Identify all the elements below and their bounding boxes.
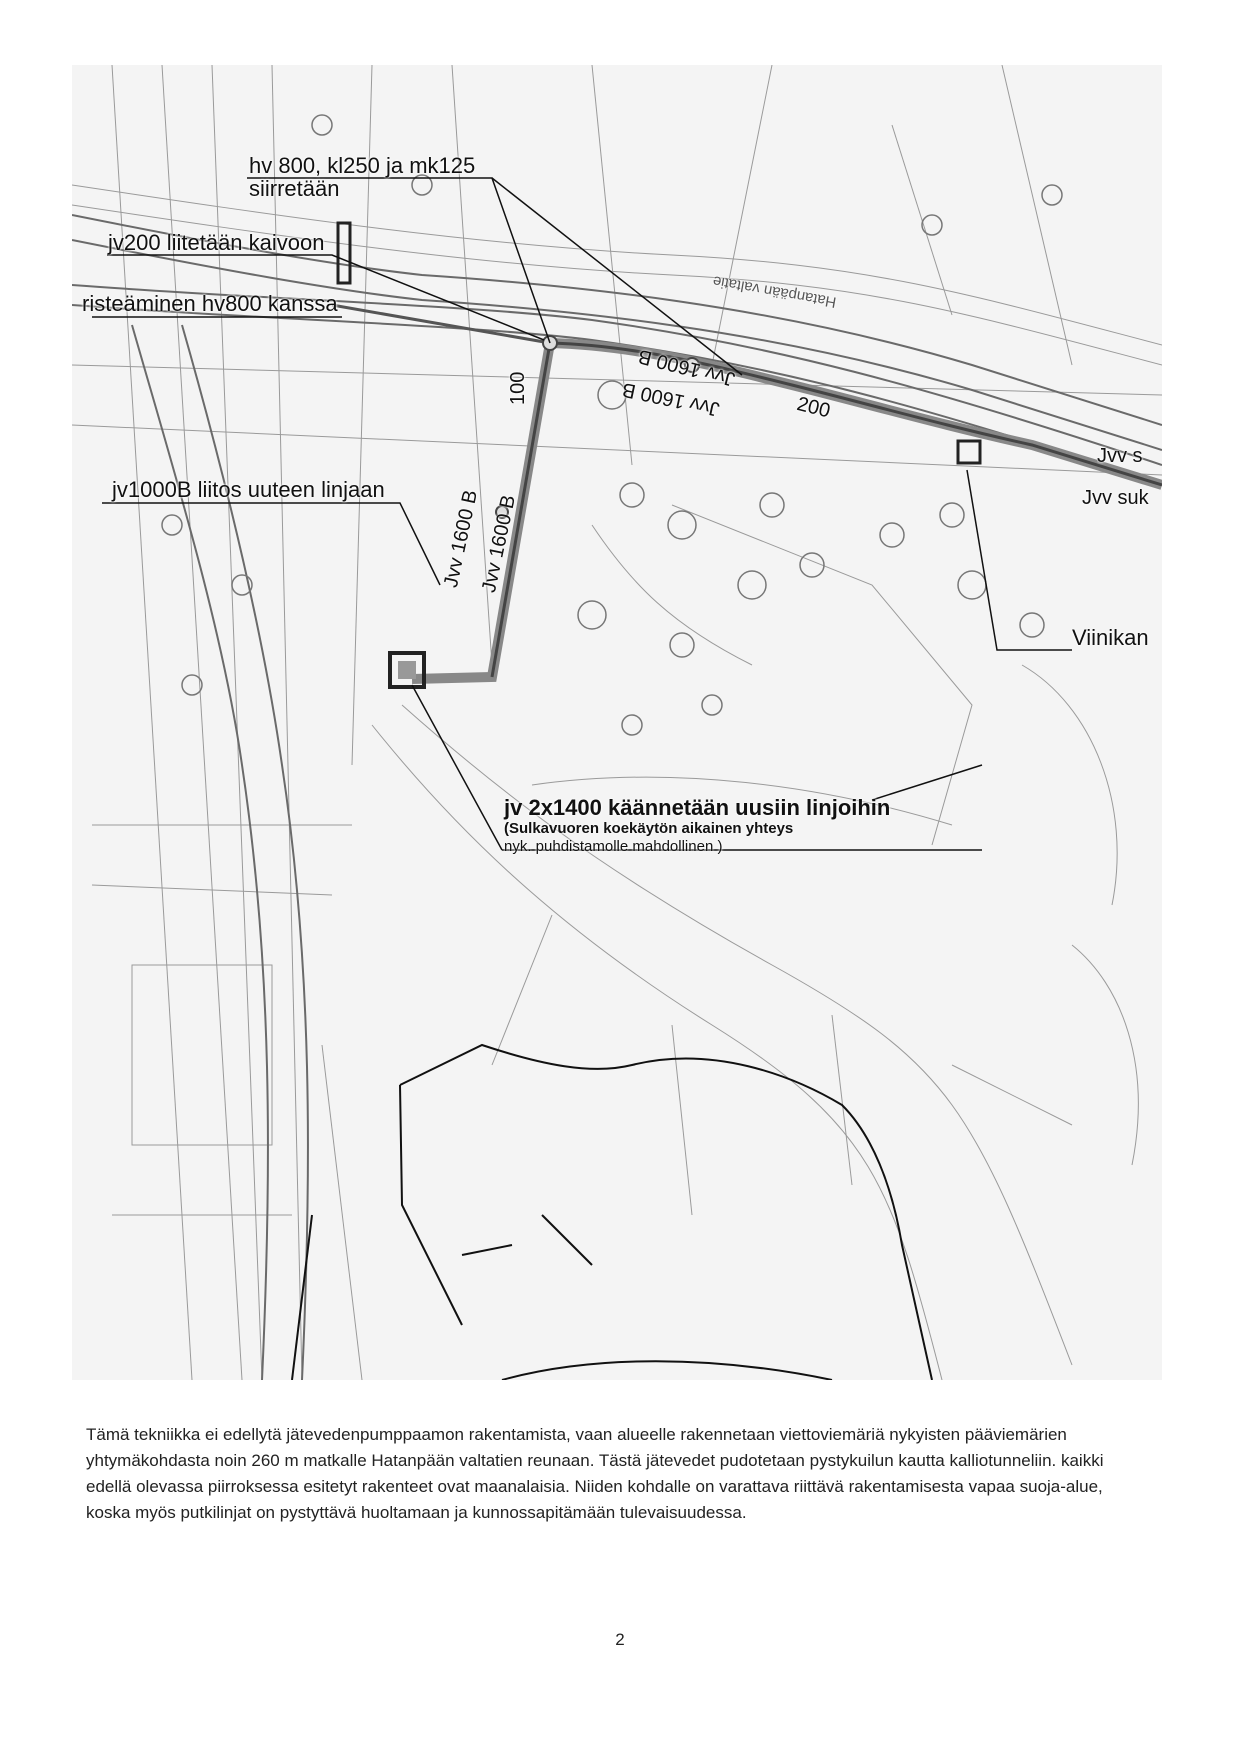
body-paragraph: Tämä tekniikka ei edellytä jätevedenpumppaamon rakentamista, vaan alueelle rakennetaan viettoviemäriä nykyisten pääviemärien yhtymäkohdasta noin 260 m matkalle Hatanpään valtatien reunaan. Tästä jätevedet pudotetaan pystykuilun kautta kalliotunneliin. kaikki edellä olevassa piirroksessa esitetyt rakenteet ovat maanalaisia. Niiden kohdalle on varattava riittävä rakentamisesta vapaa suoja-alue, koska myös putkilinjat on pystyttävä huoltamaan ja kunnossapitämään tulevaisuudessa.	[86, 1425, 1104, 1522]
page-number: 2	[615, 1630, 625, 1649]
pipe-label-jvv-suk: Jvv suk	[1082, 487, 1149, 509]
callout-jv200: jv200 liitetään kaivoon	[108, 230, 325, 255]
pipe-label-jvv-right: Jvv s	[1097, 445, 1143, 467]
pipe-label-100: 100	[507, 371, 529, 405]
pipe-label-200: 200	[794, 393, 833, 423]
callout-jv2x1400-line3: nyk. puhdistamolle mahdollinen )	[504, 838, 723, 855]
pipe-label-jvv1600b-top: Jvv 1600 B	[635, 344, 738, 390]
callout-jv2x1400-line2: (Sulkavuoren koekäytön aikainen yhteys	[504, 820, 794, 837]
callout-hv800-line1: hv 800, kl250 ja mk125	[249, 153, 476, 178]
tree-symbols	[162, 115, 1062, 735]
pipe-label-jvv1600b-mid: Jvv 1600 B	[620, 377, 722, 420]
callout-jv1000b: jv1000B liitos uuteen linjaan	[112, 477, 385, 502]
pipe-label-jvv1600b-right: Jvv 1600 B	[478, 493, 521, 595]
callout-risteaminen: risteäminen hv800 kanssa	[82, 291, 338, 316]
site-plan-map	[72, 65, 1162, 1380]
pipe-label-jvv1600b-left: Jvv 1600 B	[440, 488, 483, 590]
callout-jv2x1400-line1: jv 2x1400 käännetään uusiin linjoihin	[504, 795, 891, 820]
callout-viinikan: Viinikan	[1072, 625, 1149, 650]
street-label: Hatanpään valtatie	[711, 272, 838, 311]
shoreline	[292, 1045, 932, 1380]
callout-hv800-line2: siirretään	[249, 176, 340, 201]
map-drawing	[72, 65, 1162, 1380]
